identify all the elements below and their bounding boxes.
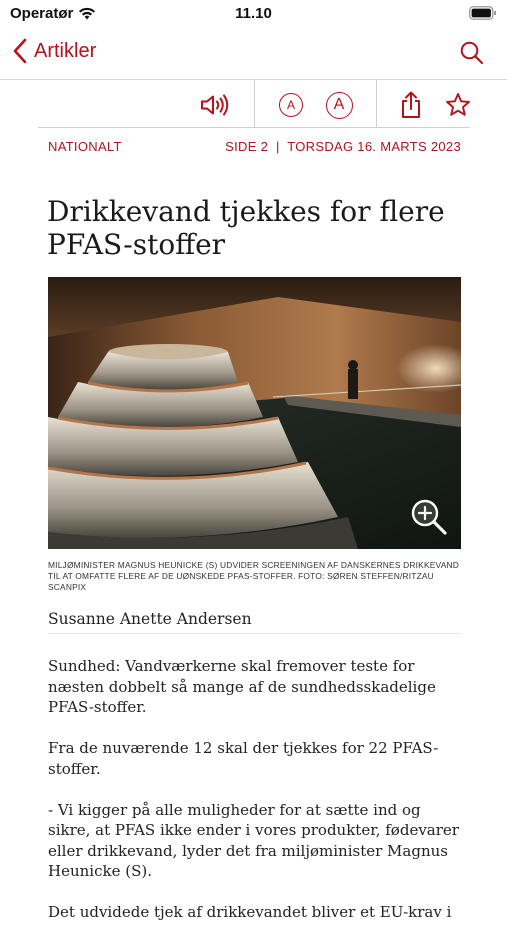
article-toolbar <box>38 80 470 128</box>
speaker-icon <box>200 93 230 117</box>
font-increase-icon <box>326 92 353 119</box>
font-increase-label: A <box>333 96 345 113</box>
search-button[interactable] <box>459 40 485 71</box>
body-paragraph: Det udvidede tjek af drikkevandet bliver et EU-krav i <box>48 903 452 921</box>
status-bar <box>0 0 507 28</box>
article-body <box>48 656 461 943</box>
article-headline: Drikkevand tjekkes for flere PFAS-stoffer <box>47 195 445 261</box>
status-time: 11.10 <box>235 5 272 22</box>
font-decrease-button[interactable] <box>274 88 308 122</box>
article-photo[interactable] <box>48 277 461 549</box>
page-date-label: SIDE 2 | TORSDAG 16. MARTS 2023 <box>225 139 461 154</box>
carrier-name: Operatør <box>10 5 74 22</box>
body-paragraph: Sundhed: Vandværkerne skal fremover teste for næsten dobbelt så mange af de sundhedsskadelige PFAS-stoffer. <box>48 657 436 716</box>
chevron-left-icon <box>12 38 28 64</box>
toolbar-divider <box>254 80 255 128</box>
share-icon <box>399 90 423 120</box>
waterworks-photo <box>48 277 461 549</box>
star-icon <box>444 91 472 119</box>
nav-bar <box>0 28 507 80</box>
font-decrease-label: A <box>286 98 295 112</box>
section-label: NATIONALT <box>48 139 122 154</box>
read-aloud-button[interactable] <box>198 88 232 122</box>
toolbar-divider <box>376 80 377 128</box>
body-paragraph: Fra de nuværende 12 skal der tjekkes for 22 PFAS-stoffer. <box>48 739 439 778</box>
share-button[interactable] <box>394 88 428 122</box>
article-meta <box>48 139 461 154</box>
font-decrease-icon <box>279 93 303 117</box>
search-icon <box>459 40 485 66</box>
favorite-button[interactable] <box>441 88 475 122</box>
zoom-in-icon <box>409 497 449 537</box>
battery-icon <box>469 6 497 20</box>
back-button[interactable] <box>12 38 96 64</box>
zoom-image-button[interactable] <box>409 497 449 537</box>
font-increase-button[interactable] <box>322 88 356 122</box>
body-paragraph: - Vi kigger på alle muligheder for at sætte ind og sikre, at PFAS ikke ender i vores produkter, fødevarer eller drikkevand, lyder det fra miljøminister Magnus Heunicke (S). <box>48 800 459 880</box>
article-byline: Susanne Anette Andersen <box>48 610 461 634</box>
photo-caption: MILJØMINISTER MAGNUS HEUNICKE (S) UDVIDER SCREENINGEN AF DANSKERNES DRIKKEVAND TIL AT OMFATTE FLERE AF DE UØNSKEDE PFAS-STOFFER. FOTO: SØREN STEFFEN/RITZAU SCANPIX <box>48 560 459 592</box>
back-label: Artikler <box>34 39 97 62</box>
